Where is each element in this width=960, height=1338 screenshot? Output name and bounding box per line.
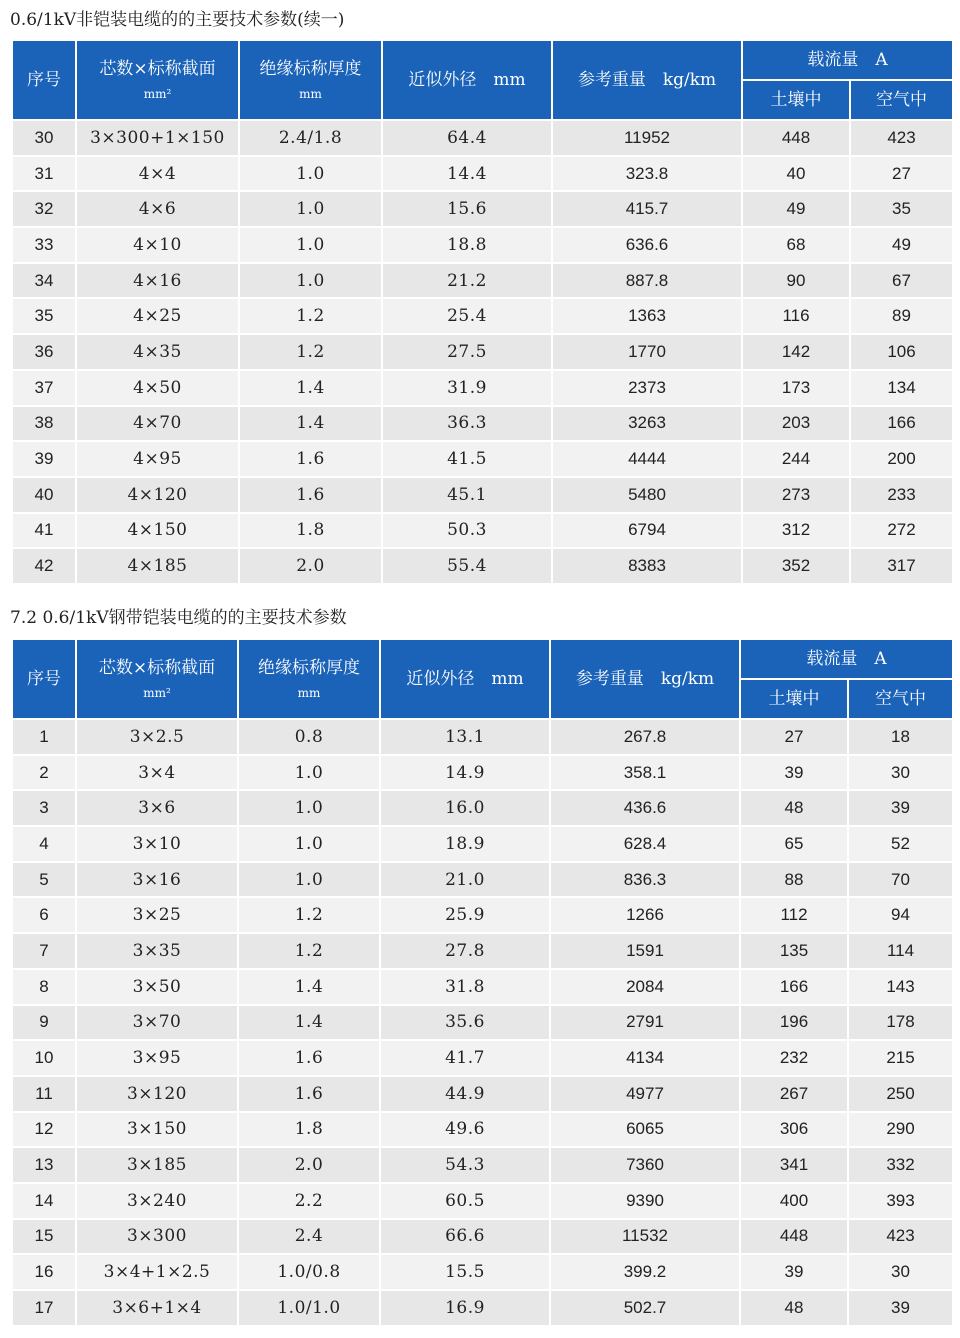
- cores-cell: 4×4: [76, 156, 239, 192]
- table-row: [12, 1112, 953, 1148]
- table-row: [12, 441, 953, 477]
- insulation-cell: 1.0: [238, 826, 380, 862]
- insulation-cell: 1.0: [239, 191, 382, 227]
- table-row: [12, 513, 953, 549]
- diameter-cell: 21.2: [382, 263, 552, 299]
- cores-cell: 4×25: [76, 298, 239, 334]
- header-insulation: [239, 40, 382, 120]
- insulation-cell: 1.0/1.0: [238, 1290, 380, 1326]
- air-current-cell: 67: [850, 263, 953, 299]
- diameter-cell: 27.8: [380, 933, 550, 969]
- diameter-cell: 25.4: [382, 298, 552, 334]
- air-current-cell: 27: [850, 156, 953, 192]
- weight-cell: 4977: [550, 1076, 740, 1112]
- weight-cell: 323.8: [552, 156, 742, 192]
- insulation-cell: 1.2: [239, 334, 382, 370]
- insulation-cell: 1.0: [239, 263, 382, 299]
- cores-cell: 4×10: [76, 227, 239, 263]
- insulation-cell: 1.4: [238, 1005, 380, 1041]
- weight-cell: 11532: [550, 1219, 740, 1255]
- table-row: [12, 933, 953, 969]
- index-cell: 13: [12, 1147, 76, 1183]
- insulation-cell: 1.2: [239, 298, 382, 334]
- table-row: [12, 120, 953, 156]
- cores-cell: 4×35: [76, 334, 239, 370]
- table-row: [12, 477, 953, 513]
- weight-cell: 2373: [552, 370, 742, 406]
- soil-current-cell: 65: [740, 826, 848, 862]
- air-current-cell: 39: [848, 790, 953, 826]
- air-current-cell: 134: [850, 370, 953, 406]
- air-current-cell: 317: [850, 548, 953, 584]
- diameter-cell: 14.4: [382, 156, 552, 192]
- index-cell: 16: [12, 1254, 76, 1290]
- header-cores: [76, 639, 238, 719]
- soil-current-cell: 39: [740, 755, 848, 791]
- index-cell: 17: [12, 1290, 76, 1326]
- table-row: [12, 334, 953, 370]
- diameter-cell: 64.4: [382, 120, 552, 156]
- header-weight: 参考重量 kg/km: [552, 40, 742, 120]
- index-cell: 33: [12, 227, 76, 263]
- insulation-cell: 1.0/0.8: [238, 1254, 380, 1290]
- index-cell: 30: [12, 120, 76, 156]
- header-insulation-unit: mm: [299, 87, 322, 101]
- weight-cell: 4134: [550, 1040, 740, 1076]
- cores-cell: 3×95: [76, 1040, 238, 1076]
- header-cores-label: 芯数×标称截面: [98, 657, 216, 678]
- header-diameter: 近似外径 mm: [380, 639, 550, 719]
- insulation-cell: 1.6: [239, 477, 382, 513]
- air-current-cell: 94: [848, 897, 953, 933]
- cores-cell: 4×120: [76, 477, 239, 513]
- diameter-cell: 13.1: [380, 719, 550, 755]
- cores-cell: 3×300: [76, 1219, 238, 1255]
- diameter-cell: 15.5: [380, 1254, 550, 1290]
- table-row: [12, 263, 953, 299]
- diameter-cell: 54.3: [380, 1147, 550, 1183]
- table2-body: [12, 719, 953, 1326]
- diameter-cell: 18.8: [382, 227, 552, 263]
- weight-cell: 5480: [552, 477, 742, 513]
- weight-cell: 4444: [552, 441, 742, 477]
- header-cores: [76, 40, 239, 120]
- header-insulation-label: 绝缘标称厚度: [259, 58, 362, 79]
- table-row: [12, 1005, 953, 1041]
- soil-current-cell: 166: [740, 969, 848, 1005]
- insulation-cell: 1.0: [239, 227, 382, 263]
- diameter-cell: 50.3: [382, 513, 552, 549]
- air-current-cell: 290: [848, 1112, 953, 1148]
- air-current-cell: 49: [850, 227, 953, 263]
- index-cell: 38: [12, 406, 76, 442]
- soil-current-cell: 400: [740, 1183, 848, 1219]
- cores-cell: 3×16: [76, 862, 238, 898]
- soil-current-cell: 142: [742, 334, 850, 370]
- table-row: [12, 548, 953, 584]
- air-current-cell: 143: [848, 969, 953, 1005]
- insulation-cell: 2.0: [238, 1147, 380, 1183]
- header-current: 载流量 A: [740, 639, 953, 679]
- weight-cell: 6065: [550, 1112, 740, 1148]
- soil-current-cell: 49: [742, 191, 850, 227]
- header-insulation-label: 绝缘标称厚度: [258, 657, 360, 678]
- header-air: 空气中: [848, 679, 953, 719]
- air-current-cell: 200: [850, 441, 953, 477]
- insulation-cell: 1.6: [238, 1076, 380, 1112]
- air-current-cell: 423: [850, 120, 953, 156]
- soil-current-cell: 48: [740, 1290, 848, 1326]
- diameter-cell: 36.3: [382, 406, 552, 442]
- weight-cell: 502.7: [550, 1290, 740, 1326]
- index-cell: 32: [12, 191, 76, 227]
- index-cell: 40: [12, 477, 76, 513]
- table-row: [12, 1219, 953, 1255]
- soil-current-cell: 116: [742, 298, 850, 334]
- air-current-cell: 106: [850, 334, 953, 370]
- cores-cell: 3×240: [76, 1183, 238, 1219]
- cores-cell: 3×150: [76, 1112, 238, 1148]
- soil-current-cell: 244: [742, 441, 850, 477]
- diameter-cell: 45.1: [382, 477, 552, 513]
- cores-cell: 3×4+1×2.5: [76, 1254, 238, 1290]
- header-cores-unit: mm²: [143, 686, 171, 700]
- air-current-cell: 166: [850, 406, 953, 442]
- header-diameter: 近似外径 mm: [382, 40, 552, 120]
- weight-cell: 887.8: [552, 263, 742, 299]
- air-current-cell: 393: [848, 1183, 953, 1219]
- air-current-cell: 52: [848, 826, 953, 862]
- table-row: [12, 298, 953, 334]
- insulation-cell: 2.2: [238, 1183, 380, 1219]
- table-row: [12, 897, 953, 933]
- index-cell: 39: [12, 441, 76, 477]
- header-soil: 土壤中: [740, 679, 848, 719]
- soil-current-cell: 173: [742, 370, 850, 406]
- air-current-cell: 233: [850, 477, 953, 513]
- header-cores-unit: mm²: [143, 87, 172, 101]
- air-current-cell: 178: [848, 1005, 953, 1041]
- insulation-cell: 1.0: [239, 156, 382, 192]
- soil-current-cell: 68: [742, 227, 850, 263]
- weight-cell: 7360: [550, 1147, 740, 1183]
- index-cell: 11: [12, 1076, 76, 1112]
- diameter-cell: 21.0: [380, 862, 550, 898]
- air-current-cell: 30: [848, 755, 953, 791]
- air-current-cell: 70: [848, 862, 953, 898]
- air-current-cell: 114: [848, 933, 953, 969]
- cores-cell: 4×16: [76, 263, 239, 299]
- diameter-cell: 49.6: [380, 1112, 550, 1148]
- index-cell: 6: [12, 897, 76, 933]
- diameter-cell: 31.8: [380, 969, 550, 1005]
- cores-cell: 3×10: [76, 826, 238, 862]
- weight-cell: 3263: [552, 406, 742, 442]
- soil-current-cell: 341: [740, 1147, 848, 1183]
- air-current-cell: 35: [850, 191, 953, 227]
- table1-body: [12, 120, 953, 584]
- weight-cell: 9390: [550, 1183, 740, 1219]
- index-cell: 12: [12, 1112, 76, 1148]
- table-row: [12, 790, 953, 826]
- cores-cell: 3×120: [76, 1076, 238, 1112]
- header-insulation-unit: mm: [297, 686, 321, 700]
- soil-current-cell: 112: [740, 897, 848, 933]
- index-cell: 3: [12, 790, 76, 826]
- insulation-cell: 1.2: [238, 897, 380, 933]
- insulation-cell: 1.4: [239, 370, 382, 406]
- soil-current-cell: 27: [740, 719, 848, 755]
- index-cell: 41: [12, 513, 76, 549]
- index-cell: 15: [12, 1219, 76, 1255]
- insulation-cell: 1.0: [238, 862, 380, 898]
- table2-title: 7.2 0.6/1kV钢带铠装电缆的的主要技术参数: [10, 608, 347, 628]
- soil-current-cell: 352: [742, 548, 850, 584]
- air-current-cell: 39: [848, 1290, 953, 1326]
- insulation-cell: 1.2: [238, 933, 380, 969]
- index-cell: 1: [12, 719, 76, 755]
- index-cell: 37: [12, 370, 76, 406]
- soil-current-cell: 40: [742, 156, 850, 192]
- table-row: [12, 1147, 953, 1183]
- table-row: [12, 156, 953, 192]
- cores-cell: 4×185: [76, 548, 239, 584]
- weight-cell: 1770: [552, 334, 742, 370]
- weight-cell: 267.8: [550, 719, 740, 755]
- index-cell: 42: [12, 548, 76, 584]
- cores-cell: 4×50: [76, 370, 239, 406]
- soil-current-cell: 448: [742, 120, 850, 156]
- cores-cell: 3×6: [76, 790, 238, 826]
- cable-spec-table-unarmored: [11, 39, 954, 585]
- diameter-cell: 16.9: [380, 1290, 550, 1326]
- cable-spec-table-steel-armored: [11, 638, 954, 1327]
- header-cores-label: 芯数×标称截面: [99, 58, 216, 79]
- cores-cell: 4×70: [76, 406, 239, 442]
- table-row: [12, 1183, 953, 1219]
- insulation-cell: 1.4: [238, 969, 380, 1005]
- soil-current-cell: 90: [742, 263, 850, 299]
- cores-cell: 3×300+1×150: [76, 120, 239, 156]
- cores-cell: 3×25: [76, 897, 238, 933]
- table1-title: 0.6/1kV非铠装电缆的的主要技术参数(续一): [10, 10, 345, 30]
- cores-cell: 3×35: [76, 933, 238, 969]
- weight-cell: 8383: [552, 548, 742, 584]
- index-cell: 9: [12, 1005, 76, 1041]
- soil-current-cell: 39: [740, 1254, 848, 1290]
- soil-current-cell: 232: [740, 1040, 848, 1076]
- header-soil: 土壤中: [742, 80, 850, 120]
- header-index: 序号: [12, 40, 76, 120]
- index-cell: 7: [12, 933, 76, 969]
- index-cell: 8: [12, 969, 76, 1005]
- table-row: [12, 1254, 953, 1290]
- index-cell: 10: [12, 1040, 76, 1076]
- insulation-cell: 2.0: [239, 548, 382, 584]
- header-index: 序号: [12, 639, 76, 719]
- insulation-cell: 1.8: [238, 1112, 380, 1148]
- weight-cell: 6794: [552, 513, 742, 549]
- index-cell: 36: [12, 334, 76, 370]
- cores-cell: 3×4: [76, 755, 238, 791]
- table-row: [12, 406, 953, 442]
- cores-cell: 3×50: [76, 969, 238, 1005]
- index-cell: 2: [12, 755, 76, 791]
- weight-cell: 436.6: [550, 790, 740, 826]
- diameter-cell: 25.9: [380, 897, 550, 933]
- insulation-cell: 0.8: [238, 719, 380, 755]
- cores-cell: 4×95: [76, 441, 239, 477]
- index-cell: 14: [12, 1183, 76, 1219]
- cores-cell: 4×6: [76, 191, 239, 227]
- weight-cell: 11952: [552, 120, 742, 156]
- table-row: [12, 719, 953, 755]
- insulation-cell: 2.4: [238, 1219, 380, 1255]
- index-cell: 31: [12, 156, 76, 192]
- insulation-cell: 1.0: [238, 790, 380, 826]
- soil-current-cell: 88: [740, 862, 848, 898]
- soil-current-cell: 135: [740, 933, 848, 969]
- diameter-cell: 35.6: [380, 1005, 550, 1041]
- cores-cell: 3×70: [76, 1005, 238, 1041]
- diameter-cell: 14.9: [380, 755, 550, 791]
- index-cell: 5: [12, 862, 76, 898]
- soil-current-cell: 312: [742, 513, 850, 549]
- header-current: 载流量 A: [742, 40, 953, 80]
- table-row: [12, 1076, 953, 1112]
- cores-cell: 3×185: [76, 1147, 238, 1183]
- weight-cell: 1363: [552, 298, 742, 334]
- weight-cell: 636.6: [552, 227, 742, 263]
- insulation-cell: 1.0: [238, 755, 380, 791]
- air-current-cell: 30: [848, 1254, 953, 1290]
- diameter-cell: 27.5: [382, 334, 552, 370]
- soil-current-cell: 48: [740, 790, 848, 826]
- weight-cell: 2791: [550, 1005, 740, 1041]
- index-cell: 35: [12, 298, 76, 334]
- diameter-cell: 44.9: [380, 1076, 550, 1112]
- weight-cell: 358.1: [550, 755, 740, 791]
- cores-cell: 3×2.5: [76, 719, 238, 755]
- table-row: [12, 191, 953, 227]
- diameter-cell: 41.7: [380, 1040, 550, 1076]
- table-row: [12, 227, 953, 263]
- weight-cell: 836.3: [550, 862, 740, 898]
- index-cell: 4: [12, 826, 76, 862]
- weight-cell: 628.4: [550, 826, 740, 862]
- air-current-cell: 215: [848, 1040, 953, 1076]
- weight-cell: 1266: [550, 897, 740, 933]
- diameter-cell: 55.4: [382, 548, 552, 584]
- header-air: 空气中: [850, 80, 953, 120]
- air-current-cell: 18: [848, 719, 953, 755]
- weight-cell: 2084: [550, 969, 740, 1005]
- table-row: [12, 969, 953, 1005]
- air-current-cell: 250: [848, 1076, 953, 1112]
- weight-cell: 399.2: [550, 1254, 740, 1290]
- soil-current-cell: 267: [740, 1076, 848, 1112]
- insulation-cell: 2.4/1.8: [239, 120, 382, 156]
- diameter-cell: 18.9: [380, 826, 550, 862]
- air-current-cell: 89: [850, 298, 953, 334]
- header-weight: 参考重量 kg/km: [550, 639, 740, 719]
- air-current-cell: 272: [850, 513, 953, 549]
- diameter-cell: 41.5: [382, 441, 552, 477]
- insulation-cell: 1.6: [238, 1040, 380, 1076]
- soil-current-cell: 306: [740, 1112, 848, 1148]
- soil-current-cell: 273: [742, 477, 850, 513]
- cores-cell: 3×6+1×4: [76, 1290, 238, 1326]
- table-row: [12, 755, 953, 791]
- table-row: [12, 1040, 953, 1076]
- diameter-cell: 60.5: [380, 1183, 550, 1219]
- weight-cell: 415.7: [552, 191, 742, 227]
- insulation-cell: 1.6: [239, 441, 382, 477]
- table-row: [12, 862, 953, 898]
- diameter-cell: 15.6: [382, 191, 552, 227]
- insulation-cell: 1.4: [239, 406, 382, 442]
- diameter-cell: 31.9: [382, 370, 552, 406]
- diameter-cell: 66.6: [380, 1219, 550, 1255]
- table-row: [12, 826, 953, 862]
- table-row: [12, 1290, 953, 1326]
- table-row: [12, 370, 953, 406]
- soil-current-cell: 196: [740, 1005, 848, 1041]
- soil-current-cell: 448: [740, 1219, 848, 1255]
- air-current-cell: 423: [848, 1219, 953, 1255]
- index-cell: 34: [12, 263, 76, 299]
- soil-current-cell: 203: [742, 406, 850, 442]
- insulation-cell: 1.8: [239, 513, 382, 549]
- air-current-cell: 332: [848, 1147, 953, 1183]
- cores-cell: 4×150: [76, 513, 239, 549]
- weight-cell: 1591: [550, 933, 740, 969]
- diameter-cell: 16.0: [380, 790, 550, 826]
- header-insulation: [238, 639, 380, 719]
